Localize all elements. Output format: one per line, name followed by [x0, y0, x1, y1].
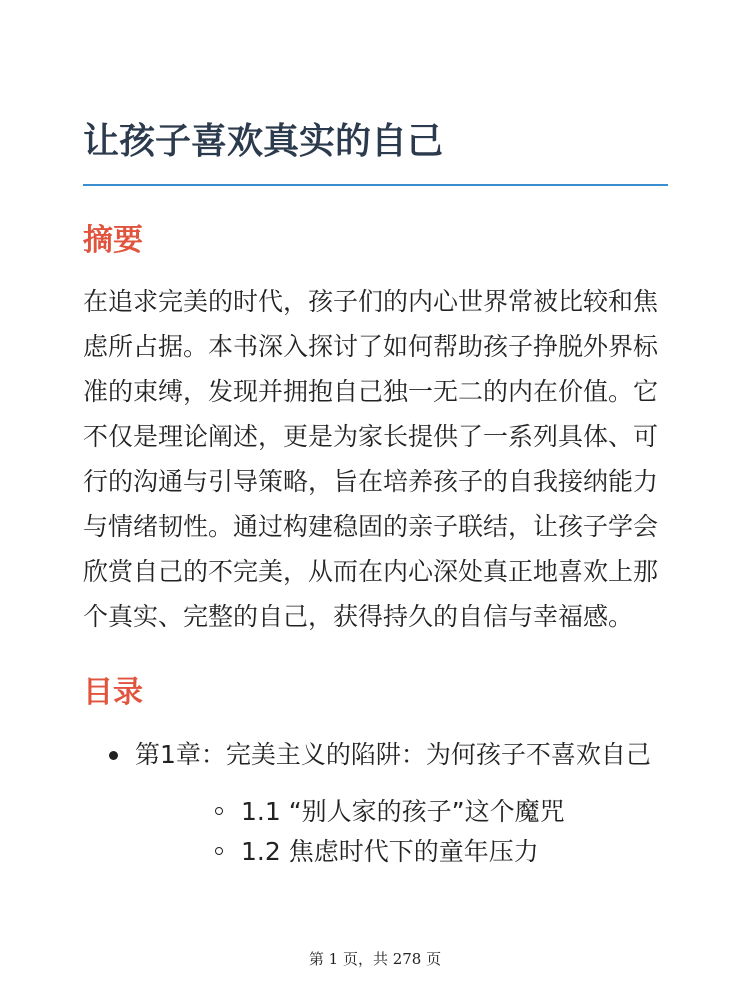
toc-chapter-1[interactable] — [83, 734, 668, 872]
toc-section-1-1[interactable] — [135, 792, 668, 832]
toc-sublist — [135, 792, 668, 872]
abstract-heading: 摘要 — [83, 223, 143, 258]
toc-heading: 目录 — [83, 675, 143, 710]
bullet-circle-icon — [215, 807, 223, 815]
bullet-circle-icon — [215, 847, 223, 855]
title-divider — [83, 184, 668, 186]
document-title: 让孩子喜欢真实的自己 — [83, 121, 444, 162]
toc-section-label: 1.1 “别人家的孩子”这个魔咒 — [241, 797, 565, 826]
page-number-footer: 第 1 页，共 278 页 — [308, 950, 442, 968]
toc-section-label: 1.2 焦虑时代下的童年压力 — [241, 837, 539, 866]
bullet-disc-icon — [109, 751, 118, 760]
toc-section-1-2[interactable] — [135, 832, 668, 872]
toc-chapter-label: 第1章：完美主义的陷阱：为何孩子不喜欢自己 — [135, 740, 651, 769]
abstract-paragraph: 在追求完美的时代，孩子们的内心世界常被比较和焦虑所占据。本书深入探讨了如何帮助孩子挣脱外界标准的束缚，发现并拥抱自己独一无二的内在价值。它不仅是理论阐述，更是为家长提供了一系列具体、可行的沟通与引导策略，旨在培养孩子的自我接纳能力与情绪韧性。通过构建稳固的亲子联结，让孩子学会欣赏自己的不完美，从而在内心深处真正地喜欢上那个真实、完整的自己，获得持久的自信与幸福感。 — [83, 287, 659, 631]
toc-list — [83, 734, 668, 872]
